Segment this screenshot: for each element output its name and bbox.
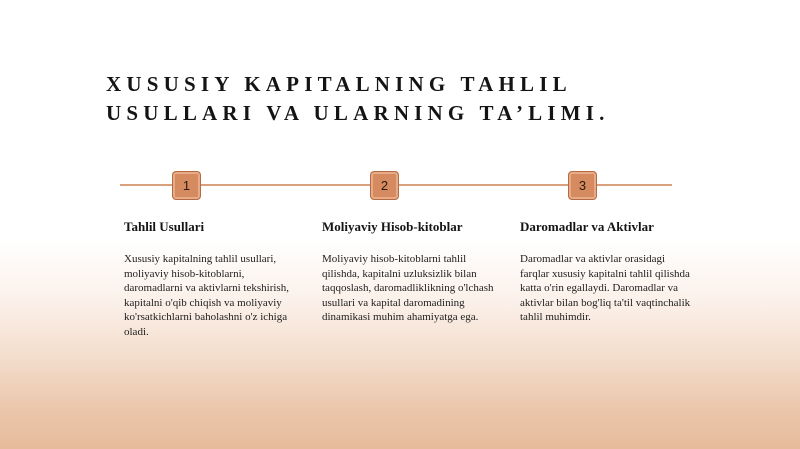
step-3-heading: Daromadlar va Aktivlar: [520, 219, 654, 234]
step-2-text: Moliyaviy hisob-kitoblarni tahlil qilishda, kapitalni uzluksizlik bilan taqqoslash, daromadliklikning o'lchash usullari va kapital daromadining dinamikasi muhim ahamiyatga ega.: [322, 253, 494, 323]
slide-title-line-1: XUSUSIY KAPITALNING TAHLIL: [106, 72, 572, 96]
step-2-heading: Moliyaviy Hisob-kitoblar: [322, 219, 463, 234]
timeline-marker-1: 1: [172, 171, 201, 200]
timeline-step-2: [322, 218, 494, 325]
timeline-step-1: [124, 218, 296, 339]
timeline-marker-3: 3: [568, 171, 597, 200]
timeline-step-3: [520, 218, 692, 325]
timeline-marker-2: 2: [370, 171, 399, 200]
step-1-heading: Tahlil Usullari: [124, 219, 205, 234]
step-1-text: Xususiy kapitalning tahlil usullari, moliyaviy hisob-kitoblarni, daromadlarni va aktivlarni tekshirish, kapitalni o'qib chiqish va moliyaviy ko'rsatkichlarni baholashni o'z ichiga oladi.: [124, 253, 289, 338]
slide-title-line-2: USULLARI VA ULARNING TA’LIMI.: [106, 101, 610, 125]
slide-title: [106, 70, 726, 128]
step-3-text: Daromadlar va aktivlar orasidagi farqlar xususiy kapitalni tahlil qilishda katta o'rin egallaydi. Daromadlar va aktivlar bilan bog'liq ta'til vaqtinchalik tahlil muhimdir.: [520, 253, 691, 323]
